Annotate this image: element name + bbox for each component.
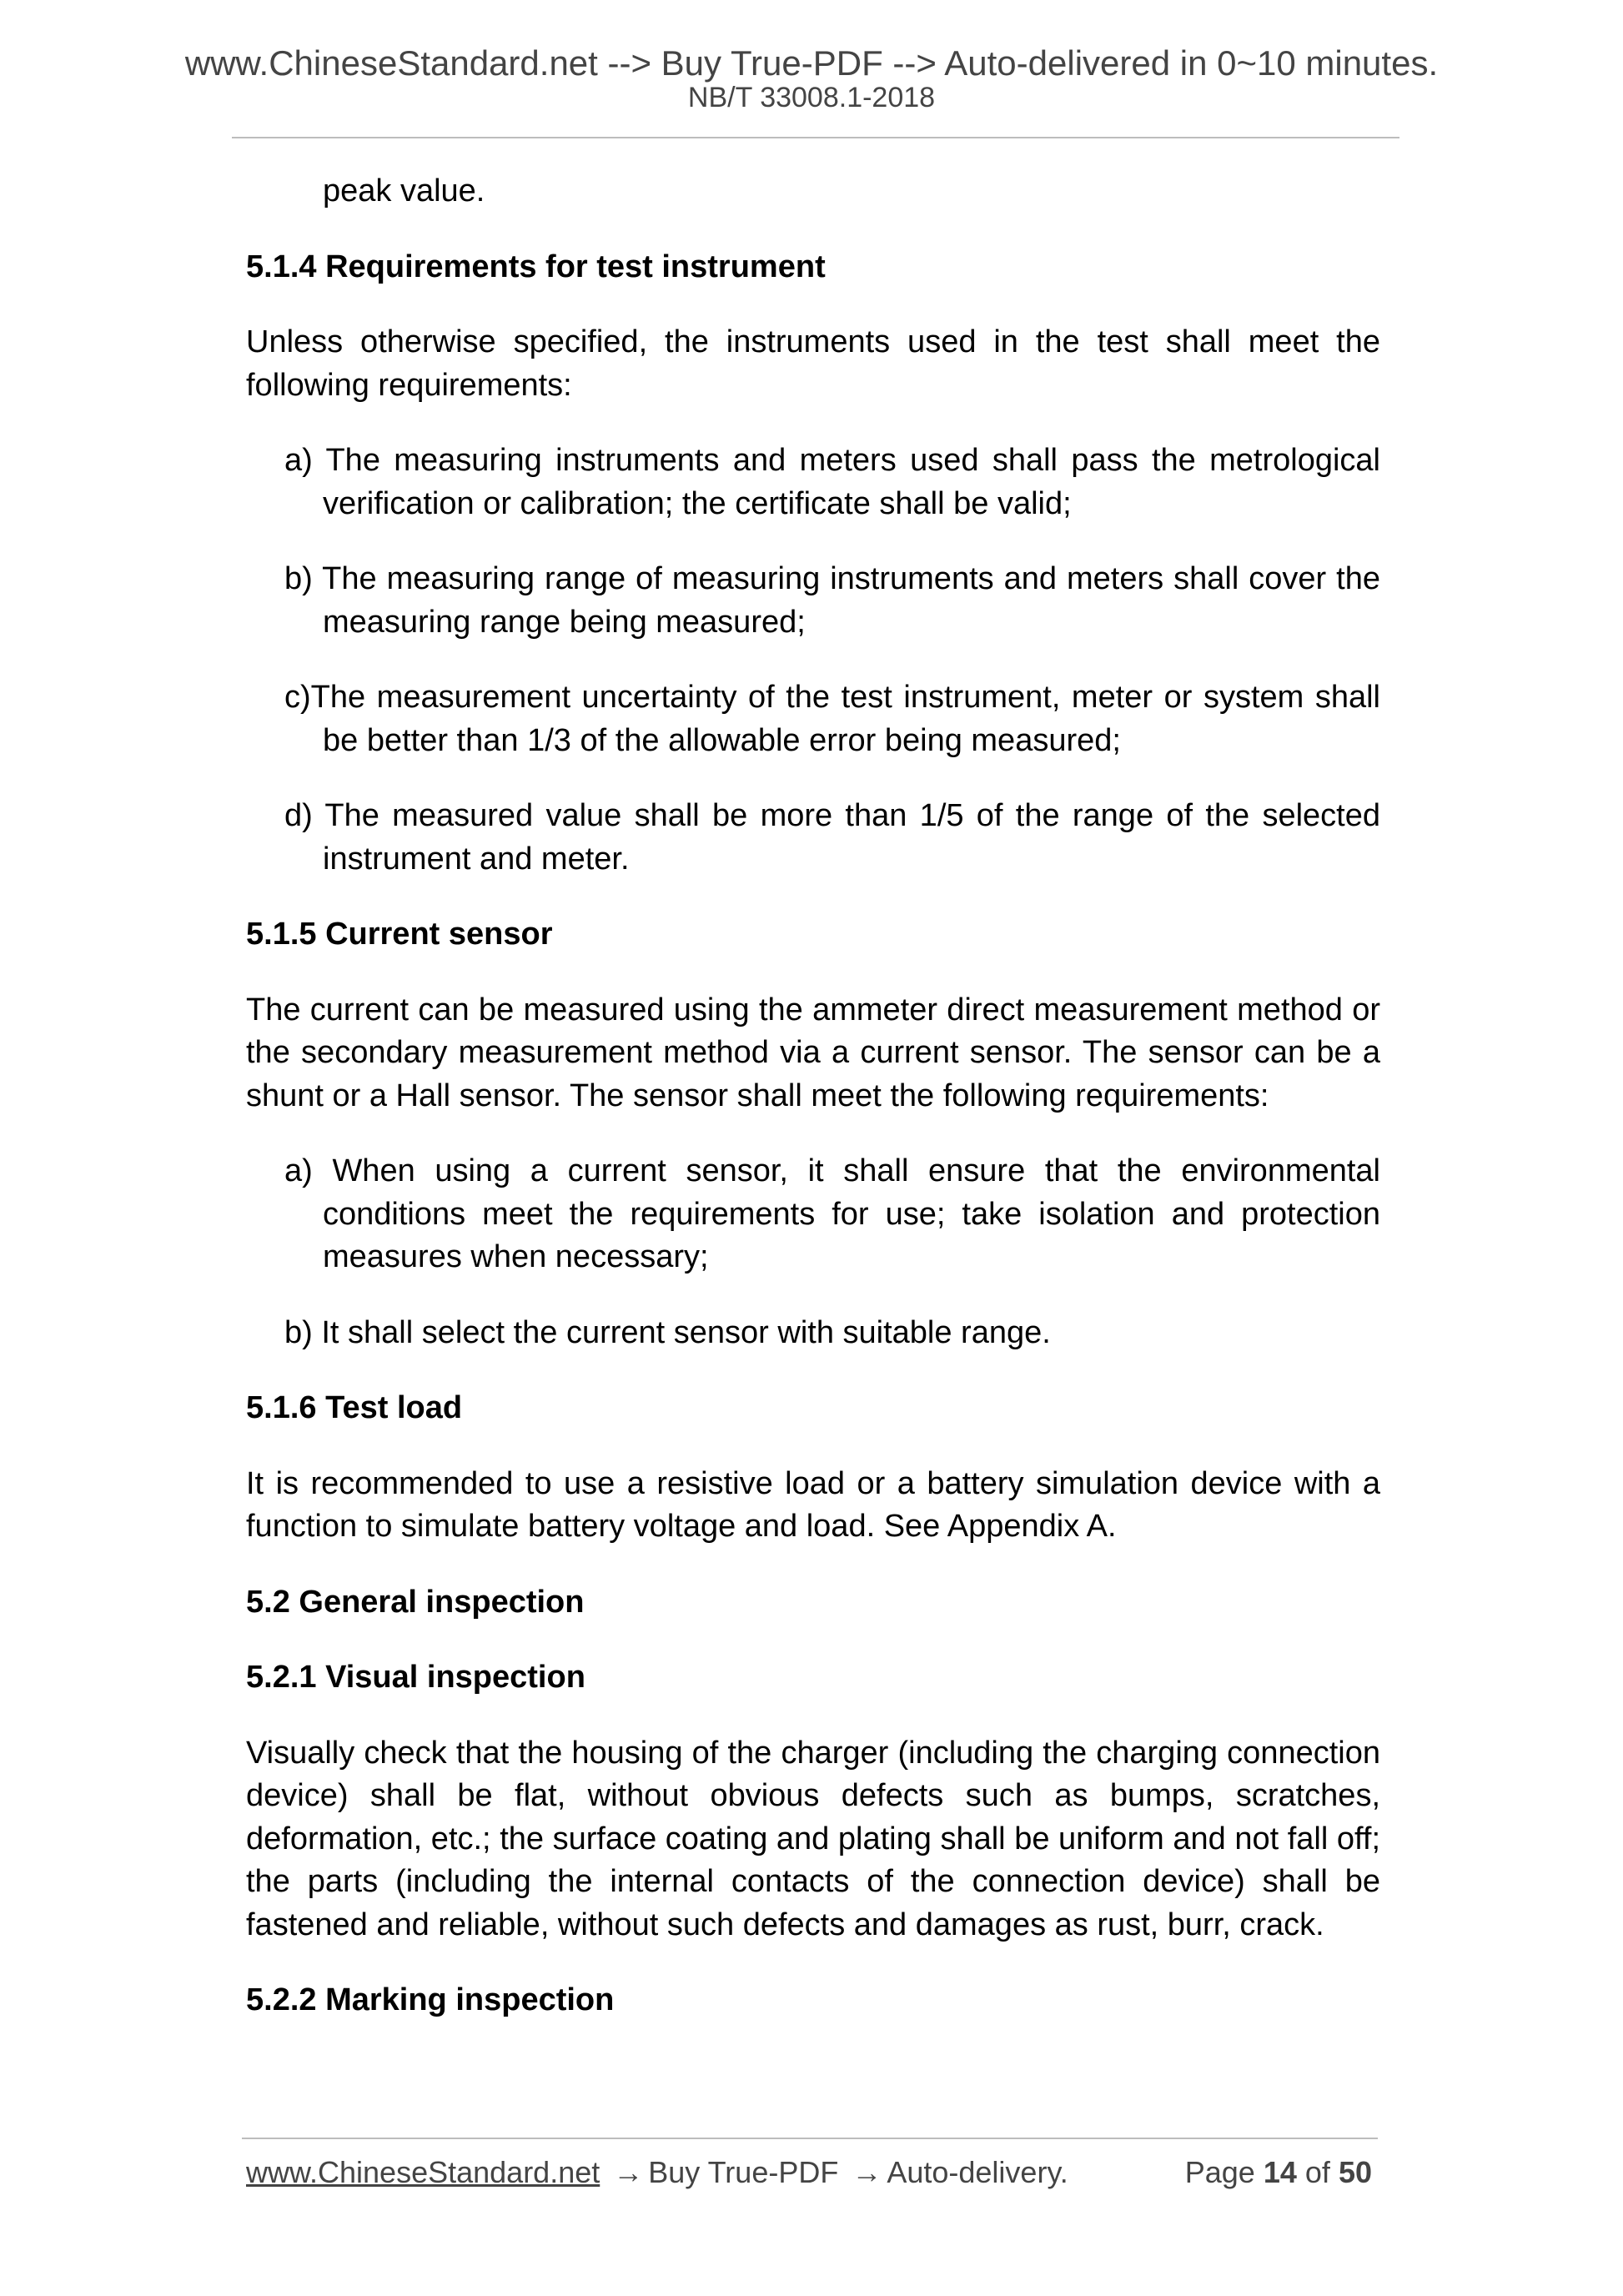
section-heading-5-2-1: 5.2.1 Visual inspection [246,1660,585,1695]
list-item-text: The measuring instruments and meters used shall pass the metrological verification or calibration; the certificate shall be valid; [323,443,1380,521]
page-content [246,170,1380,2055]
total-pages: 50 [1338,2155,1372,2189]
page-number [1185,2152,1372,2193]
list-item-text: It shall select the current sensor with suitable range. [321,1314,1051,1350]
list-item-text: When using a current sensor, it shall ensure that the environmental conditions meet the requirements for use; take isolation and protection measures when necessary; [323,1153,1381,1274]
list-item [246,558,1380,644]
footer-delivery-text: Auto-delivery. [887,2155,1068,2189]
section-heading-5-1-6: 5.1.6 Test load [246,1390,463,1425]
section-heading-5-1-4: 5.1.4 Requirements for test instrument [246,249,826,284]
list-item-label: c) [284,680,311,715]
list-item-label: b) [284,1314,313,1350]
list-item [246,440,1380,525]
list-item-label: a) [284,443,313,478]
current-page: 14 [1263,2155,1297,2189]
arrow-right-icon: → [852,2155,882,2189]
list-item-text: The measured value shall be more than 1/5 of the range of the selected instrument and meter. [323,798,1380,877]
of-label: of [1304,2155,1330,2189]
footer-left [246,2152,1068,2193]
list-item-text: The measuring range of measuring instruments and meters shall cover the measuring range being measured; [322,561,1380,640]
list-item [246,676,1380,762]
list-item-label: a) [284,1153,313,1188]
footer-divider [242,2138,1378,2139]
list-item [246,1312,1380,1355]
list-item [246,1150,1380,1279]
section-heading-5-2: 5.2 General inspection [246,1584,585,1620]
arrow-right-icon: → [613,2155,644,2189]
list-item-label: d) [284,798,313,833]
footer-buy-text: Buy True-PDF [648,2155,839,2189]
page-label: Page [1184,2155,1255,2189]
footer-site-link[interactable]: www.ChineseStandard.net [246,2155,600,2189]
page-footer [246,2152,1380,2193]
list-item-label: b) [284,561,313,596]
section-intro-5-1-4: Unless otherwise specified, the instruments used in the test shall meet the following requirements: [246,324,1380,403]
section-heading-5-2-2: 5.2.2 Marking inspection [246,1982,615,2017]
continuation-text: peak value. [323,173,485,208]
list-item [246,795,1380,881]
section-heading-5-1-5: 5.1.5 Current sensor [246,917,553,952]
list-item-text: The measurement uncertainty of the test instrument, meter or system shall be better than 1/3 of the allowable error being measured; [310,680,1380,758]
section-text-5-2-1: Visually check that the housing of the charger (including the charging connection device) shall be flat, without obvious defects such as bumps, scratches, deformation, etc.; the surface coating and plating shall be uniform and not fall off; the parts (including the internal contacts of the connection device) shall be fastened and reliable, without such defects and damages as rust, burr, crack. [246,1735,1380,1942]
header-divider [232,137,1399,138]
section-intro-5-1-5: The current can be measured using the ammeter direct measurement method or the secondary measurement method via a current sensor. The sensor can be a shunt or a Hall sensor. The sensor shall meet the following requirements: [246,992,1380,1113]
section-text-5-1-6: It is recommended to use a resistive load or a battery simulation device with a function to simulate battery voltage and load. See Appendix A. [246,1465,1380,1544]
document-code: NB/T 33008.1-2018 [687,82,936,113]
header-banner: www.ChineseStandard.net --> Buy True-PDF --> Auto-delivered in 0~10 minutes. [184,43,1439,83]
